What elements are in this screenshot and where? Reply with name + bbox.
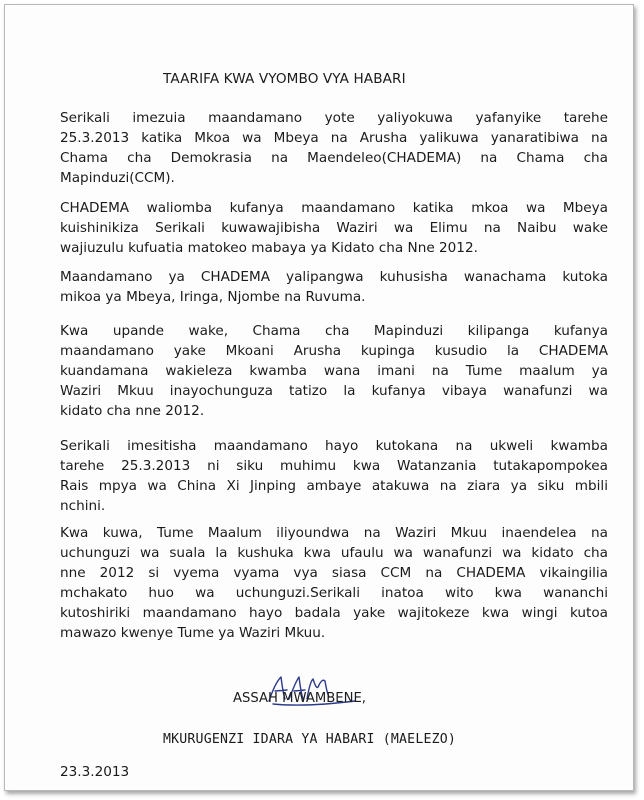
paragraph-2: [60, 198, 608, 258]
document-frame: [4, 4, 634, 791]
paragraph-3: [60, 267, 608, 307]
paragraph-line: nne 2012 si vyema vyama vya siasa CCM na CHADEMA vikaingilia: [60, 565, 608, 581]
paragraph-line: Kwa kuwa, Tume Maalum iliyoundwa na Waziri Mkuu inaendelea na: [60, 525, 608, 541]
paragraph-line: Waziri Mkuu inayochunguza tatizo la kufanya vibaya wanafunzi wa: [60, 383, 608, 399]
paragraph-line: Kwa upande wake, Chama cha Mapinduzi kilipanga kufanya: [60, 323, 608, 339]
paragraph-4: [60, 321, 608, 421]
paragraph-line: mchakato huo wa uchunguzi.Serikali inatoa wito kwa wananchi: [60, 585, 608, 601]
paragraph-line: kidato cha nne 2012.: [60, 403, 205, 419]
paragraph-line: Serikali imesitisha maandamano hayo kutokana na ukweli kwamba: [60, 438, 608, 454]
paragraph-line: maandamano yake Mkoani Arusha kupinga kusudio la CHADEMA: [60, 343, 608, 359]
paragraph-line: kuandamana wakieleza kwamba wana imani na Tume maalum ya: [60, 363, 608, 379]
document-date: 23.3.2013: [60, 764, 130, 780]
paragraph-line: tarehe 25.3.2013 ni siku muhimu kwa Watanzania tutakapompokea: [60, 458, 608, 474]
paragraph-line: nchini.: [60, 498, 106, 514]
paragraph-line: mawazo kwenye Tume ya Waziri Mkuu.: [60, 625, 326, 641]
paragraph-line: Mapinduzi(CCM).: [60, 170, 175, 186]
paragraph-1: [60, 108, 608, 188]
paragraph-line: CHADEMA waliomba kufanya maandamano katika mkoa wa Mbeya: [60, 200, 608, 216]
paragraph-line: uchunguzi wa suala la kushuka kwa ufaulu wa wanafunzi wa kidato cha: [60, 545, 608, 561]
document-title: TAARIFA KWA VYOMBO VYA HABARI: [163, 71, 406, 87]
signer-name: ASSAH MWAMBENE,: [233, 691, 367, 706]
signer-office: MKURUGENZI IDARA YA HABARI (MAELEZO): [163, 732, 457, 747]
paragraph-line: wajiuzulu kufuatia matokeo mabaya ya Kidato cha Nne 2012.: [60, 240, 478, 256]
paragraph-line: mikoa ya Mbeya, Iringa, Njombe na Ruvuma.: [60, 289, 366, 305]
press-release-page: [5, 5, 635, 792]
paragraph-6: [60, 523, 608, 643]
paragraph-line: Maandamano ya CHADEMA yalipangwa kuhusisha wanachama kutoka: [60, 269, 608, 285]
paragraph-line: kutoshiriki maandamano hayo badala yake wajitokeze kwa wingi kutoa: [60, 605, 608, 621]
paragraph-line: Chama cha Demokrasia na Maendeleo(CHADEMA) na Chama cha: [60, 150, 608, 166]
paragraph-line: 25.3.2013 katika Mkoa wa Mbeya na Arusha yalikuwa yanaratibiwa na: [60, 130, 608, 146]
paragraph-5: [60, 436, 608, 516]
paragraph-line: Rais mpya wa China Xi Jinping ambaye atakuwa na ziara ya siku mbili: [60, 478, 608, 494]
paragraph-line: Serikali imezuia maandamano yote yaliyokuwa yafanyike tarehe: [60, 110, 608, 126]
paragraph-line: kuishinikiza Serikali kuwawajibisha Waziri wa Elimu na Naibu wake: [60, 220, 608, 236]
